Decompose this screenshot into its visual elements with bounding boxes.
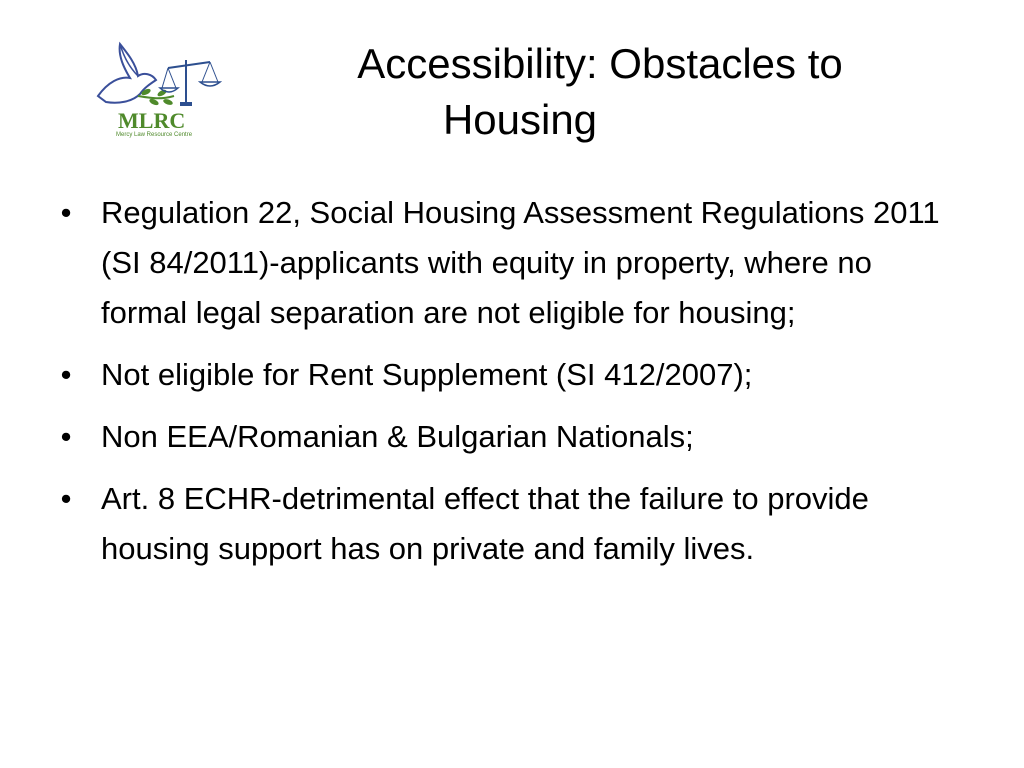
slide-title — [240, 36, 920, 148]
logo-name: MLRC — [118, 108, 186, 133]
title-line-1: Accessibility: Obstacles to — [357, 40, 843, 87]
bullet-list — [56, 188, 956, 586]
bullet-glyph: • — [60, 357, 72, 392]
bullet-item — [56, 474, 956, 574]
logo-tagline: Mercy Law Resource Centre — [116, 132, 193, 138]
bullet-glyph: • — [60, 481, 72, 516]
bullet-text: Not eligible for Rent Supplement (SI 412/2007); — [101, 357, 753, 392]
bullet-text: Non EEA/Romanian & Bulgarian Nationals; — [101, 419, 694, 454]
bullet-item — [56, 412, 956, 462]
bullet-text: Art. 8 ECHR-detrimental effect that the failure to provide housing support has on private and family lives. — [101, 481, 869, 566]
title-line-2: Housing — [442, 96, 598, 143]
bullet-item — [56, 188, 956, 338]
dove-and-scales-icon — [94, 38, 222, 138]
bullet-text: Regulation 22, Social Housing Assessment Regulations 2011 (SI 84/2011)-applicants with equity in property, where no formal legal separation are not eligible for housing; — [101, 195, 940, 330]
mlrc-logo — [94, 38, 222, 138]
bullet-glyph: • — [60, 419, 72, 454]
bullet-item — [56, 350, 956, 400]
bullet-glyph: • — [60, 195, 72, 230]
